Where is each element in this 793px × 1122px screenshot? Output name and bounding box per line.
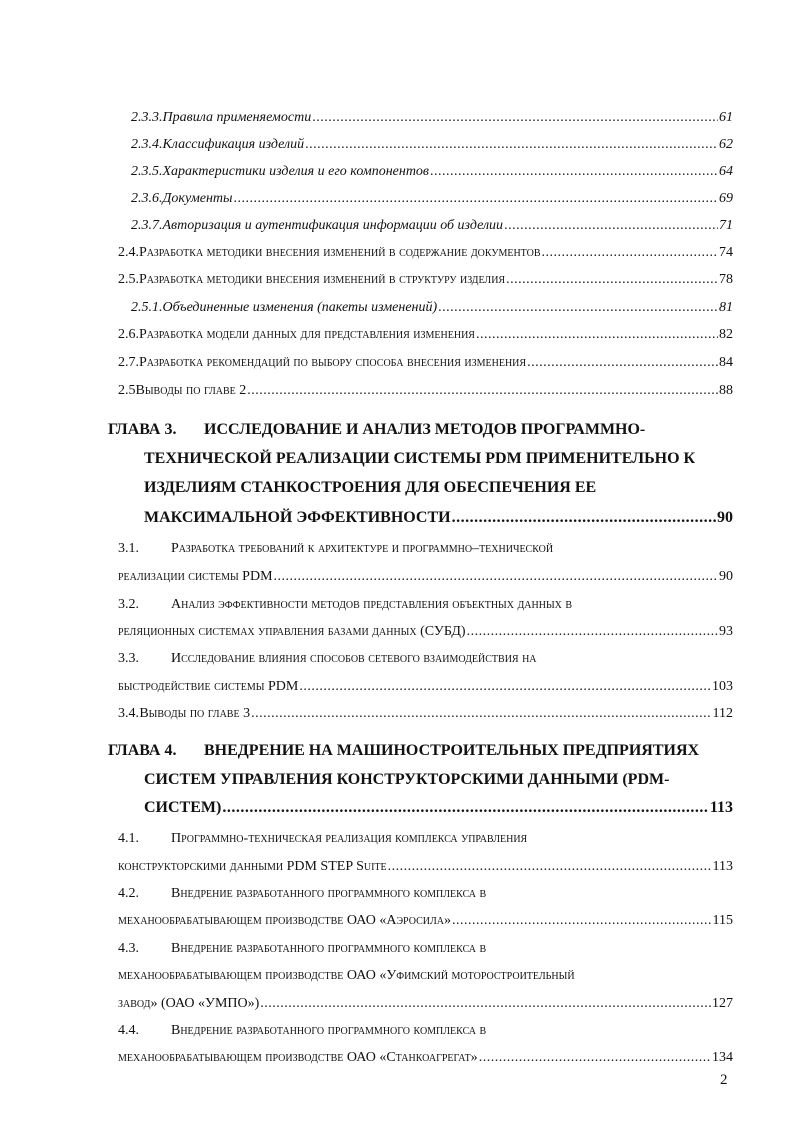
leader-dots	[234, 189, 718, 209]
entry-title-cont: реляционных системах управления базами данных (СУБД)	[118, 624, 466, 639]
entry-page: 112	[712, 706, 733, 721]
toc-entry-4-3-line2[interactable]	[118, 966, 733, 986]
toc-entry-2-3-3[interactable]	[131, 108, 733, 128]
entry-page: 115	[712, 913, 733, 928]
leader-dots	[479, 1048, 711, 1068]
entry-page: 103	[712, 679, 733, 694]
leader-dots	[247, 381, 718, 401]
leader-dots	[506, 270, 718, 290]
chapter3-title-line2: ТЕХНИЧЕСКОЙ РЕАЛИЗАЦИИ СИСТЕМЫ PDM ПРИМЕНИТЕЛЬНО К	[144, 450, 696, 467]
entry-number: 4.4.	[118, 1023, 139, 1038]
entry-page: 88	[719, 383, 733, 398]
chapter4-page: 113	[709, 799, 733, 816]
entry-page: 82	[719, 327, 733, 342]
entry-title-cont: механообрабатывающем производстве ОАО «Станкоагрегат»	[118, 1050, 478, 1065]
entry-title-cont: быстродействие системы PDM	[118, 679, 299, 694]
chapter4-title-line3: СИСТЕМ)	[144, 799, 222, 816]
leader-dots	[504, 216, 718, 236]
entry-title: Внедрение разработанного программного комплекса в	[171, 886, 487, 901]
leader-dots	[452, 503, 716, 533]
entry-title: Документы	[162, 191, 233, 206]
toc-entry-4-2-line1[interactable]	[118, 884, 733, 904]
entry-title: Внедрение разработанного программного комплекса в	[171, 1023, 487, 1038]
toc-chapter-3[interactable]	[144, 503, 733, 533]
entry-page: 90	[719, 569, 733, 584]
toc-entry-3-2-line1[interactable]	[118, 595, 733, 615]
entry-page: 61	[719, 110, 733, 125]
leader-dots	[430, 162, 718, 182]
entry-number: 3.2.	[118, 597, 139, 612]
entry-title-cont: завод» (ОАО «УМПО»)	[118, 996, 260, 1011]
entry-number: 3.1.	[118, 541, 139, 556]
entry-number: 2.4.	[118, 245, 139, 260]
entry-title: Разработка модели данных для представления изменения	[139, 327, 475, 342]
leader-dots	[305, 135, 718, 155]
entry-title: Правила применяемости	[162, 110, 312, 125]
chapter3-title-line4: МАКСИМАЛЬНОЙ ЭФФЕКТИВНОСТИ	[144, 509, 451, 526]
entry-title: Исследование влияния способов сетевого взаимодействия на	[171, 651, 537, 666]
entry-page: 134	[712, 1050, 733, 1065]
entry-number: 2.5.1.	[131, 300, 163, 315]
entry-page: 84	[719, 355, 733, 370]
leader-dots	[452, 911, 712, 931]
toc-entry-4-1-line1[interactable]	[118, 829, 733, 849]
toc-entry-2-3-5[interactable]	[131, 162, 733, 182]
leader-dots	[312, 108, 718, 128]
entry-title: Разработка требований к архитектуре и программно–технической	[171, 541, 554, 556]
entry-number: 4.2.	[118, 886, 139, 901]
entry-title-cont: реализации системы PDM	[118, 569, 273, 584]
entry-title: Характеристики изделия и его компонентов	[162, 164, 430, 179]
entry-title-cont: механообрабатывающем производстве ОАО «Уфимский моторостроительный	[118, 968, 575, 983]
leader-dots	[476, 325, 718, 345]
chapter3-title-line1: ИССЛЕДОВАНИЕ И АНАЛИЗ МЕТОДОВ ПРОГРАММНО-	[204, 421, 646, 438]
entry-title: Анализ эффективности методов представления объектных данных в	[171, 597, 573, 612]
entry-title: Разработка методики внесения изменений в структуру изделия	[139, 272, 506, 287]
leader-dots	[251, 704, 711, 724]
entry-number: 2.7.	[118, 355, 139, 370]
toc-entry-4-3-line1[interactable]	[118, 939, 733, 959]
toc-entry-2-3-6[interactable]	[131, 189, 733, 209]
toc-chapter-4[interactable]	[144, 793, 733, 823]
chapter3-label: ГЛАВА 3.	[108, 421, 177, 438]
entry-title: Разработка рекомендаций по выбору способа внесения изменения	[139, 355, 527, 370]
entry-title: Программно-техническая реализация комплекса управления	[171, 831, 528, 846]
entry-title-cont: механообрабатывающем производстве ОАО «Аэросила»	[118, 913, 451, 928]
chapter4-title-line2: СИСТЕМ УПРАВЛЕНИЯ КОНСТРУКТОРСКИМИ ДАННЫМИ (PDM-	[144, 771, 670, 788]
entry-title-cont: конструкторскими данными PDM STEP Suite	[118, 859, 387, 874]
toc-entry-2-5[interactable]	[118, 270, 733, 290]
toc-entry-2-5-1[interactable]	[131, 298, 733, 318]
toc-entry-2-7[interactable]	[118, 353, 733, 373]
toc-entry-2-3-7[interactable]	[131, 216, 733, 236]
chapter3-title-line3: ИЗДЕЛИЯМ СТАНКОСТРОЕНИЯ ДЛЯ ОБЕСПЕЧЕНИЯ ЕЕ	[144, 479, 597, 496]
entry-number: 2.3.5.	[131, 164, 163, 179]
entry-title: Объединенные изменения (пакеты изменений)	[162, 300, 438, 315]
entry-number: 3.4.	[118, 706, 139, 721]
entry-page: 62	[719, 137, 733, 152]
entry-number: 2.3.7.	[131, 218, 163, 233]
leader-dots	[527, 353, 718, 373]
toc-entry-4-1-line2[interactable]	[118, 857, 733, 877]
entry-number: 2.3.4.	[131, 137, 163, 152]
toc-entry-2-4[interactable]	[118, 243, 733, 263]
toc-entry-3-3-line1[interactable]	[118, 649, 733, 669]
entry-page: 93	[719, 624, 733, 639]
entry-title: Внедрение разработанного программного комплекса в	[171, 941, 487, 956]
entry-number: 2.6.	[118, 327, 139, 342]
entry-page: 69	[719, 191, 733, 206]
toc-entry-2-conclusions[interactable]	[118, 381, 733, 401]
entry-number: 4.1.	[118, 831, 139, 846]
entry-number: 2.5.	[118, 272, 139, 287]
toc-entry-4-4-line1[interactable]	[118, 1021, 733, 1041]
toc-entry-3-1-line2[interactable]	[118, 567, 733, 587]
leader-dots	[542, 243, 718, 263]
entry-title: Разработка методики внесения изменений в содержание документов	[139, 245, 541, 260]
page-number: 2	[720, 1072, 728, 1088]
entry-page: 81	[719, 300, 733, 315]
toc-entry-3-2-line2[interactable]	[118, 622, 733, 642]
leader-dots	[274, 567, 718, 587]
leader-dots	[467, 622, 718, 642]
entry-page: 74	[719, 245, 733, 260]
toc-entry-3-4[interactable]	[118, 704, 733, 724]
entry-page: 127	[712, 996, 733, 1011]
entry-page: 113	[712, 859, 733, 874]
toc-entry-2-6[interactable]	[118, 325, 733, 345]
toc-entry-3-3-line2[interactable]	[118, 677, 733, 697]
entry-title: Классификация изделий	[162, 137, 305, 152]
entry-page: 78	[719, 272, 733, 287]
entry-title: Выводы по главе 2	[135, 383, 247, 398]
leader-dots	[260, 994, 711, 1014]
entry-number: 2.5	[118, 383, 136, 398]
chapter3-page: 90	[717, 509, 733, 526]
entry-number: 3.3.	[118, 651, 139, 666]
entry-page: 64	[719, 164, 733, 179]
chapter4-title-line1: ВНЕДРЕНИЕ НА МАШИНОСТРОИТЕЛЬНЫХ ПРЕДПРИЯТИЯХ	[204, 742, 700, 759]
entry-page: 71	[719, 218, 733, 233]
toc-entry-4-2-line2[interactable]	[118, 911, 733, 931]
leader-dots	[388, 857, 712, 877]
entry-number: 4.3.	[118, 941, 139, 956]
leader-dots	[299, 677, 711, 697]
chapter4-label: ГЛАВА 4.	[108, 742, 177, 759]
toc-entry-4-4-line2[interactable]	[118, 1048, 733, 1068]
toc-entry-2-3-4[interactable]	[131, 135, 733, 155]
entry-number: 2.3.3.	[131, 110, 163, 125]
entry-title: Выводы по главе 3	[139, 706, 251, 721]
entry-title: Авторизация и аутентификация информации об изделии	[162, 218, 504, 233]
leader-dots	[438, 298, 718, 318]
toc-entry-3-1-line1[interactable]	[118, 539, 733, 559]
entry-number: 2.3.6.	[131, 191, 163, 206]
leader-dots	[222, 793, 709, 823]
toc-entry-4-3-line3[interactable]	[118, 994, 733, 1014]
